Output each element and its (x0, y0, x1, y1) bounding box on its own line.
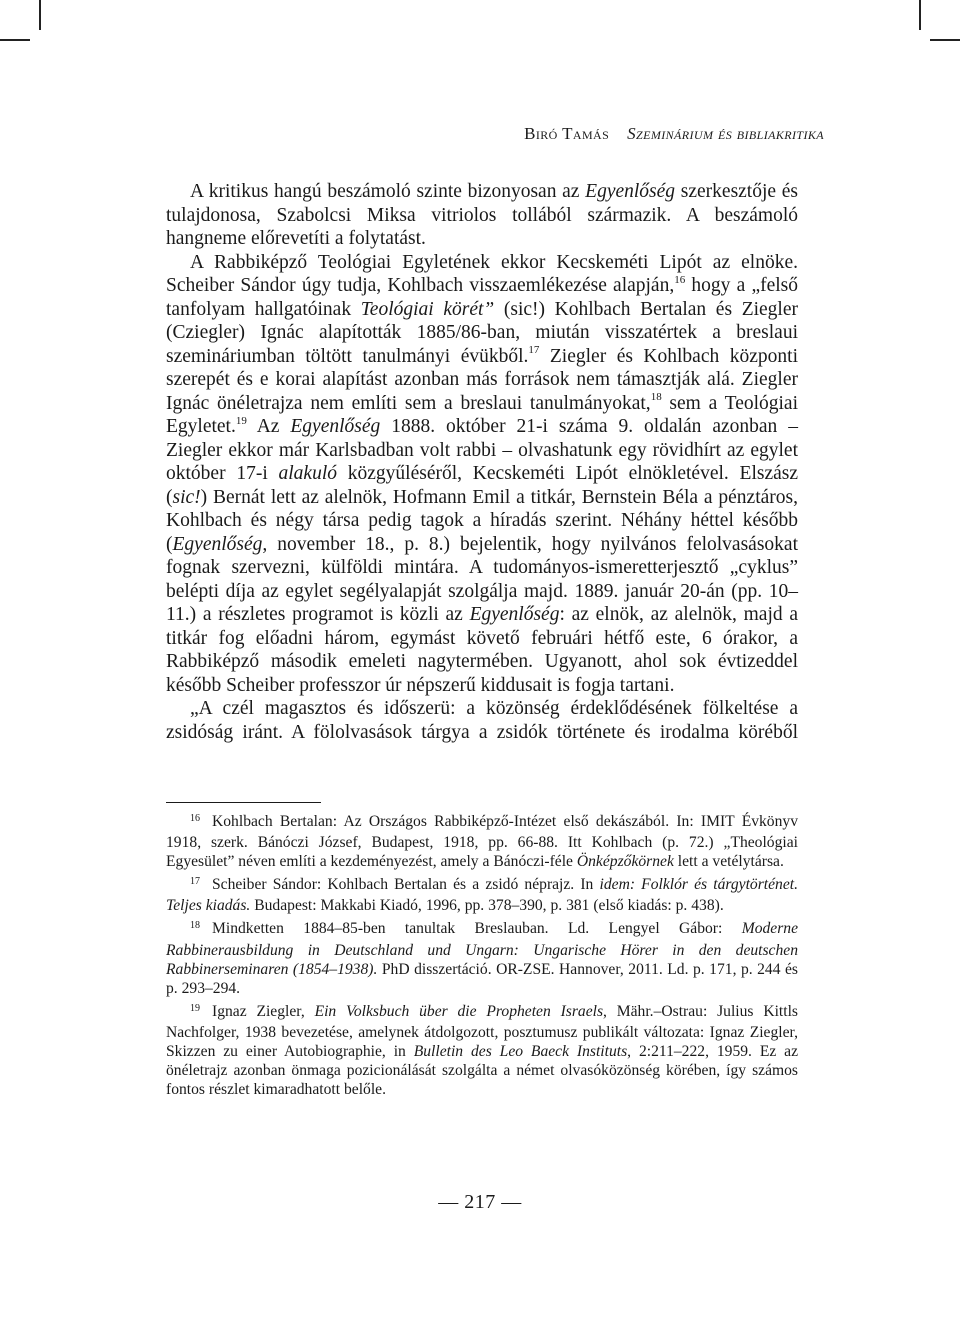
journal-title: Egyenlőség (585, 181, 676, 202)
crop-mark-top-left-vertical (39, 0, 41, 30)
footnote-ref-19[interactable]: 19 (235, 414, 247, 427)
journal-title: Egyenlőség (290, 416, 381, 437)
text-span: Scheiber Sándor: Kohlbach Bertalan és a zsidó néprajz. In (212, 876, 600, 894)
text-span: , Mähr.–Ostrau: Julius Kittls Nachfolger, 1938 bevezetése, amelynek átdolgozott, posztumusz publikált változata: Ignaz Ziegler, Skizzen zu einer Autobiographie, in (166, 1002, 798, 1061)
text-span: Mindketten 1884–85-ben tanultak Breslauban. Ld. Lengyel Gábor: (212, 920, 742, 938)
text-span: Ignaz Ziegler, (212, 1002, 315, 1020)
book-title: Moderne Rabbinerausbildung in Deutschland und Ungarn: Ungarische Hörer in den deutschen Rabbinerseminaren (1854–1938). (166, 920, 798, 978)
header-title: Szeminárium és bibliakritika (627, 124, 824, 143)
text-span: november 18., p. 8.) bejelentik, hogy nyilvános felolvasásokat fognak szervezni, külföldi mintára. A tudományos-ismeretterjesztő „cyklus” belépti díja az egylet segélyalapját szolgálja majd. 1889. január 20-án (pp. 10–11.) a részletes programot is közli az (166, 533, 798, 625)
text-span: Ziegler és Kohlbach központi szerepét és e korai alapítást azonban más források nem támasztják alá. Ziegler Ignác önéletrajza nem említi sem a breslaui tanulmányokat, (166, 345, 798, 414)
book-title: Ein Volksbuch über die Propheten Israels (314, 1002, 604, 1020)
text-span: PhD disszertáció. OR-ZSE. Hannover, 2011. Ld. p. 171, p. 244 és p. 293–294. (166, 960, 799, 997)
text-span: Budapest: Makkabi Kiadó, 1996, pp. 378–390, p. 381 (első kiadás: p. 438). (250, 897, 724, 915)
journal-title: Bulletin des Leo Baeck Instituts (413, 1043, 628, 1061)
emphasis: Önképzőkörnek (576, 853, 674, 871)
text-span: közgyűléséről, Kecskeméti Lipót elnökletével. Elszász ( (166, 463, 799, 508)
journal-title: Egyenlőség, (172, 533, 268, 555)
emphasis: Teológiai körét” (360, 298, 495, 320)
text-span: szerkesztője és tulajdonosa, Szabolcsi Miksa vitriolos tollából származik. A beszámoló hangneme előrevetíti a folytatást. (166, 181, 798, 249)
text-span: 1888. október 21-i száma 9. oldalán azonban – Ziegler ekkor már Karlsbadban volt rabbi – olvashatunk egy rövidhírt az egylet október 17-i (166, 416, 798, 484)
header-author: Biró Tamás (524, 124, 610, 143)
text-span: A Rabbiképző Teológiai Egyletének ekkor Kecskeméti Lipót az elnöke. Scheiber Sándor úgy tudja, Kohlbach visszaemlékezése alapján, (166, 251, 798, 296)
footnote-number: 16 (190, 813, 200, 824)
text-span: hogy a „felső tanfolyam hallgatóinak (166, 275, 799, 320)
footnote-number: 17 (190, 876, 200, 888)
text-span: lett a vetélytársa. (673, 853, 784, 871)
text-span: sem a Teológiai Egyletet. (166, 392, 799, 437)
footnote-17 (166, 875, 798, 915)
crop-mark-top-right-vertical (919, 0, 921, 30)
footnote-separator (166, 802, 321, 803)
text-span: Az (246, 416, 291, 437)
footnote-18 (166, 919, 798, 997)
paragraph-1 (166, 180, 798, 251)
emphasis: sic! (172, 486, 201, 508)
paragraph-2 (166, 251, 798, 698)
footnote-number: 18 (190, 920, 200, 932)
footnote-16 (166, 812, 798, 871)
text-span: : az elnök, az alelnök, majd a titkár fog előadni három, egymást követő februári hétfő este, 6 órakor, a Rabbiképző második emeleti nagytermében. Ugyanott, ahol sok évtizeddel később Scheiber professzor úr népszerű kiddusait is fogja tartani. (166, 604, 798, 696)
text-span: A kritikus hangú beszámoló szinte bizonyosan az (190, 181, 586, 202)
book-title: idem: Folklór és tárgytörténet. Teljes kiadás. (166, 876, 798, 915)
page-number: — 217 — (438, 1191, 522, 1213)
text-span: , 2:211–222, 1959. Ez az önéletrajz azonban önmaga pozicionálását szolgálta a német olvasóközönség körében, így számos fontos részlet kimaradhatott belőle. (166, 1043, 798, 1099)
footnote-ref-17[interactable]: 17 (528, 344, 540, 356)
text-span: (sic!) Kohlbach Bertalan és Ziegler (Cziegler) Ignác alapították 1885/86-ban, miután visszatértek a breslaui szemináriumban töltött tanulmányi évükből. (166, 298, 798, 367)
footnote-ref-18[interactable]: 18 (650, 391, 662, 403)
emphasis: alakuló (278, 463, 338, 484)
text-span: ) Bernát lett az alelnök, Hofmann Emil a titkár, Bernstein Béla a pénztáros, Kohlbach és négy társa pedig tagok a híradás szerint. Néhány héttel később ( (166, 486, 798, 555)
crop-mark-top-left-horizontal (0, 39, 30, 41)
footnote-19 (166, 1002, 798, 1099)
footnotes (166, 812, 798, 1103)
main-text (166, 180, 798, 744)
text-span: Kohlbach Bertalan: Az Országos Rabbiképző-Intézet első dekászából. In: IMIT Évkönyv 1918, szerk. Bánóczi József, Budapest, 1918, pp. 66-88. Itt Kohlbach (p. 72.) „Theológiai Egyesület” néven említi a kezdeményezést, amely a Bánóczi-féle (166, 813, 798, 871)
journal-title: Egyenlőség (469, 604, 560, 625)
footnote-ref-16[interactable]: 16 (674, 273, 686, 286)
footnote-number: 19 (190, 1002, 200, 1014)
running-header (524, 124, 824, 144)
paragraph-3: „A czél magasztos és időszerü: a közönség érdeklődésének fölkeltése a zsidóság iránt. A fölolvasások tárgya a zsidók története és irodalma köréből (166, 698, 798, 743)
crop-mark-top-right-horizontal (930, 39, 960, 41)
